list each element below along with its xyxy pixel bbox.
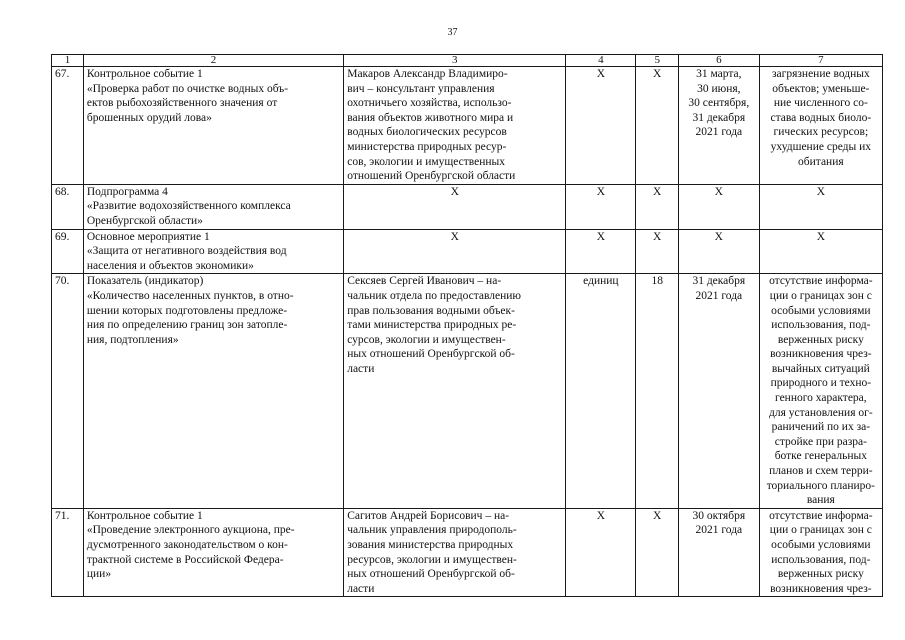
responsible-person-line: вания объектов животного мира и xyxy=(347,111,514,124)
event-name-line: Оренбургской области» xyxy=(86,214,203,227)
unit-value: X xyxy=(596,230,606,243)
target-value: X xyxy=(653,68,662,80)
risk-description-line: особыми условиями xyxy=(771,304,871,317)
plan-table xyxy=(51,54,883,597)
risk-description-line: генного характера, xyxy=(775,392,867,405)
deadline-line: 30 июня, xyxy=(697,82,741,95)
responsible-person-line: Сагитов Андрей Борисович – на- xyxy=(347,509,510,522)
responsible-person-cell xyxy=(344,229,566,274)
risk-description-cell xyxy=(759,274,882,509)
responsible-person-line: вич – консультант управления xyxy=(347,82,495,95)
column-header-1: 1 xyxy=(52,55,84,67)
event-name-line: Основное мероприятие 1 xyxy=(86,230,210,243)
risk-description-line: раничений по их за- xyxy=(771,421,871,434)
unit-cell xyxy=(566,184,636,229)
risk-description-line: природного и техно- xyxy=(770,377,872,390)
risk-description-line: гических ресурсов; xyxy=(773,126,869,139)
risk-description-line: верженных риску xyxy=(777,333,864,346)
row-number: 68. xyxy=(55,185,70,198)
risk-description-line: планов и схем терри- xyxy=(769,465,873,478)
target-value: X xyxy=(653,509,662,522)
deadline-cell xyxy=(678,184,759,229)
target-value: X xyxy=(653,185,662,198)
deadline-cell xyxy=(678,508,759,597)
risk-description-line: объектов; уменьше- xyxy=(772,82,870,95)
event-name-line: Подпрограмма 4 xyxy=(86,185,168,198)
row-number: 70. xyxy=(55,275,70,288)
risk-description-line: загрязнение водных xyxy=(771,68,870,80)
risk-description-cell xyxy=(759,67,882,185)
deadline-line: 2021 года xyxy=(695,126,743,139)
unit-cell xyxy=(566,67,636,185)
responsible-person-line: ласти xyxy=(347,362,375,375)
risk-description-line: обитания xyxy=(798,155,844,168)
deadline-line: 31 декабря xyxy=(692,275,746,288)
risk-description-line: возникновения чрез- xyxy=(770,582,872,595)
column-header-6: 6 xyxy=(678,55,759,67)
table-row xyxy=(52,508,883,597)
unit-cell xyxy=(566,508,636,597)
deadline-line: 31 декабря xyxy=(692,111,746,124)
header-row xyxy=(52,55,883,67)
risk-description-cell xyxy=(759,229,882,274)
responsible-person-line: ласти xyxy=(347,582,375,595)
column-header-3: 3 xyxy=(344,55,566,67)
responsible-person-cell xyxy=(344,184,566,229)
deadline-line: X xyxy=(714,185,723,198)
event-name-line: «Защита от негативного воздействия вод xyxy=(86,245,287,258)
responsible-person-line: ных отношений Оренбургской об- xyxy=(347,568,515,581)
row-number: 71. xyxy=(55,509,70,522)
deadline-cell xyxy=(678,67,759,185)
responsible-person-line: ных отношений Оренбургской об- xyxy=(347,348,515,361)
responsible-person-line: охотничьего хозяйства, использо- xyxy=(347,97,512,110)
value-cell xyxy=(636,274,679,509)
row-number-cell xyxy=(52,67,84,185)
value-cell xyxy=(636,67,679,185)
event-name-line: ния, подтопления» xyxy=(86,333,179,346)
event-name-line: Контрольное событие 1 xyxy=(86,509,203,522)
risk-description-line: отсутствие информа- xyxy=(769,509,873,522)
risk-description-line: для установления ог- xyxy=(769,406,873,419)
event-name-cell xyxy=(83,508,343,597)
risk-description-line: возникновения чрез- xyxy=(770,348,872,361)
page-number: 37 xyxy=(447,27,458,38)
event-name-line: «Проведение электронного аукциона, пре- xyxy=(86,524,295,537)
deadline-cell xyxy=(678,274,759,509)
risk-description-line: ториального планиро- xyxy=(766,479,875,492)
column-header-7: 7 xyxy=(759,55,882,67)
unit-cell xyxy=(566,274,636,509)
risk-description-line: X xyxy=(816,230,825,243)
risk-description-line: отсутствие информа- xyxy=(769,275,873,288)
unit-value: X xyxy=(596,509,606,522)
responsible-person-line: сов, экологии и имущественных xyxy=(347,155,506,168)
risk-description-line: ние численного со- xyxy=(773,97,868,110)
responsible-person-line: Макаров Александр Владимиро- xyxy=(347,68,508,80)
event-name-cell xyxy=(83,229,343,274)
risk-description-line: ботке генеральных xyxy=(774,450,867,463)
risk-description-line: стройке при разра- xyxy=(774,435,867,448)
risk-description-line: верженных риску xyxy=(777,568,864,581)
responsible-person-line: зования министерства природных xyxy=(347,539,514,551)
event-name-line: ции» xyxy=(86,568,112,581)
value-cell xyxy=(636,508,679,597)
responsible-person-line: чальник управления природополь- xyxy=(347,524,517,537)
responsible-person-line: X xyxy=(450,230,459,243)
responsible-person-line: отношений Оренбургской области xyxy=(347,170,516,183)
responsible-person-line: тами министерства природных ре- xyxy=(347,319,517,332)
row-number: 69. xyxy=(55,230,70,243)
event-name-line: «Количество населенных пунктов, в отно- xyxy=(86,289,294,302)
event-name-cell xyxy=(83,274,343,509)
event-name-line: Контрольное событие 1 xyxy=(86,68,203,80)
event-name-line: «Проверка работ по очистке водных объ- xyxy=(86,82,289,95)
event-name-line: населения и объектов экономики» xyxy=(86,259,254,272)
responsible-person-line: чальник отдела по предоставлению xyxy=(347,289,522,302)
risk-description-line: ухудшение среды их xyxy=(770,140,872,153)
event-name-line: ектов рыбохозяйственного значения от xyxy=(86,97,278,110)
table-row xyxy=(52,67,883,185)
risk-description-line: использования, под- xyxy=(771,319,871,332)
responsible-person-line: сурсов, экологии и имуществен- xyxy=(347,333,506,346)
event-name-line: дусмотренного законодательством о кон- xyxy=(86,539,288,551)
unit-value: X xyxy=(596,68,606,80)
risk-description-line: X xyxy=(816,185,825,198)
target-value: 18 xyxy=(651,275,663,288)
event-name-cell xyxy=(83,67,343,185)
column-header-2: 2 xyxy=(83,55,343,67)
target-value: X xyxy=(653,230,662,243)
risk-description-line: использования, под- xyxy=(771,553,871,566)
deadline-line: 2021 года xyxy=(695,289,743,302)
deadline-line: 31 марта, xyxy=(696,68,742,80)
risk-description-line: ции о границах зон с xyxy=(769,289,872,302)
event-name-line: «Развитие водохозяйственного комплекса xyxy=(86,200,291,213)
risk-description-cell xyxy=(759,184,882,229)
responsible-person-line: ресурсов, экологии и имуществен- xyxy=(347,553,517,566)
unit-value: единиц xyxy=(583,275,619,288)
deadline-line: 30 октября xyxy=(692,509,746,522)
risk-description-line: особыми условиями xyxy=(771,539,871,551)
event-name-line: брошенных орудий лова» xyxy=(86,111,212,124)
unit-value: X xyxy=(596,185,606,198)
risk-description-cell xyxy=(759,508,882,597)
responsible-person-line: прав пользования водными объек- xyxy=(347,304,515,317)
responsible-person-cell xyxy=(344,508,566,597)
value-cell xyxy=(636,184,679,229)
responsible-person-cell xyxy=(344,274,566,509)
event-name-cell xyxy=(83,184,343,229)
risk-description-line: вычайных ситуаций xyxy=(771,362,870,375)
event-name-line: трактной системе в Российской Федера- xyxy=(86,553,284,566)
deadline-cell xyxy=(678,229,759,274)
row-number-cell xyxy=(52,274,84,509)
column-header-5: 5 xyxy=(636,55,679,67)
responsible-person-line: министерства природных ресур- xyxy=(347,140,507,153)
table-row xyxy=(52,274,883,509)
table-row xyxy=(52,229,883,274)
row-number-cell xyxy=(52,508,84,597)
column-header-4: 4 xyxy=(566,55,636,67)
unit-cell xyxy=(566,229,636,274)
risk-description-line: ции о границах зон с xyxy=(769,524,872,537)
risk-description-line: става водных биоло- xyxy=(770,111,872,124)
deadline-line: X xyxy=(714,230,723,243)
row-number-cell xyxy=(52,229,84,274)
event-name-line: шении которых подготовлены предложе- xyxy=(86,304,288,317)
responsible-person-line: Сексяев Сергей Иванович – на- xyxy=(347,275,502,288)
value-cell xyxy=(636,229,679,274)
event-name-line: Показатель (индикатор) xyxy=(86,275,204,288)
row-number: 67. xyxy=(55,68,70,80)
table-body xyxy=(52,67,883,597)
deadline-line: 30 сентября, xyxy=(688,97,750,110)
row-number-cell xyxy=(52,184,84,229)
deadline-line: 2021 года xyxy=(695,524,743,537)
event-name-line: ния по определению границ зон затопле- xyxy=(86,319,288,332)
responsible-person-line: X xyxy=(450,185,459,198)
table-row xyxy=(52,184,883,229)
risk-description-line: вания xyxy=(806,494,835,507)
responsible-person-cell xyxy=(344,67,566,185)
responsible-person-line: водных биологических ресурсов xyxy=(347,126,507,139)
